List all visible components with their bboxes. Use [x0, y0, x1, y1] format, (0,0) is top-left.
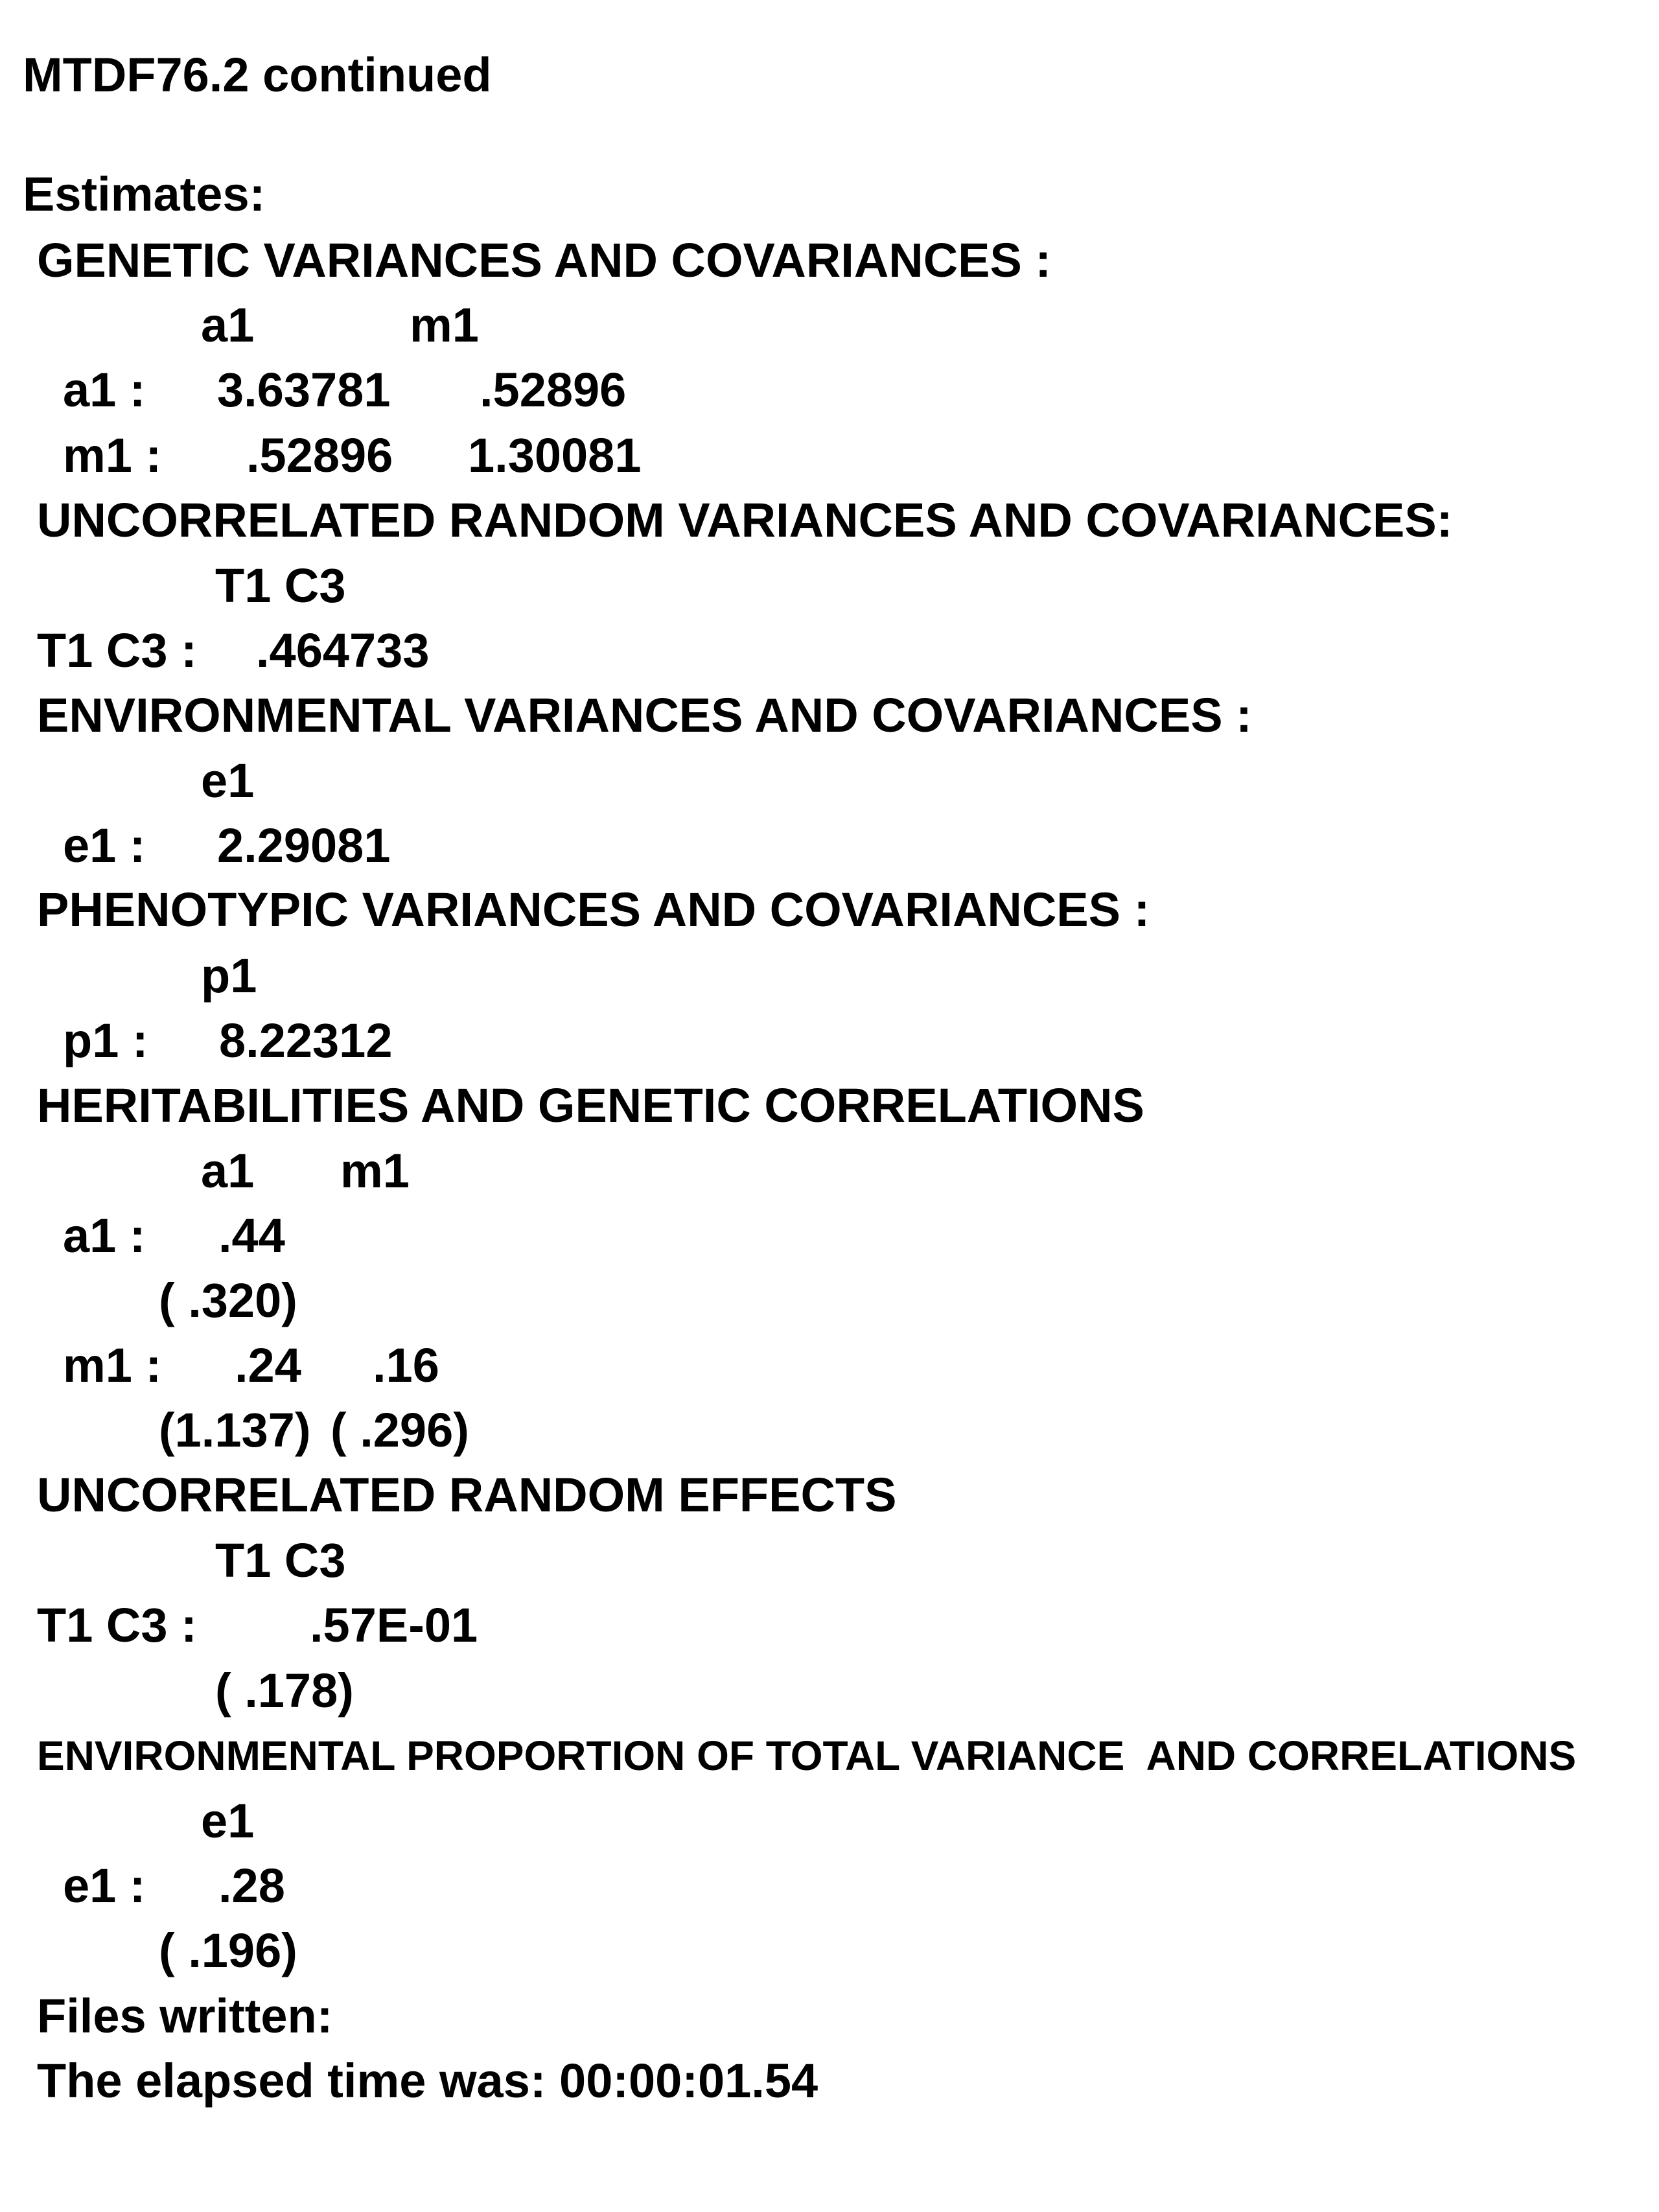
- env-proportion-value: .28: [218, 1859, 285, 1913]
- genetic-m1-a1-value: .52896: [246, 428, 393, 482]
- heritabilities-col-m1: m1: [340, 1144, 410, 1198]
- uncorr-var-row-label: T1 C3 :: [37, 623, 197, 677]
- phenotypic-row-label: p1 :: [63, 1014, 148, 1067]
- page-title: MTDF76.2 continued: [23, 48, 492, 102]
- genetic-a1-m1-value: .52896: [480, 363, 627, 417]
- heritabilities-col-a1: a1: [201, 1144, 255, 1198]
- uncorr-effects-col-t1c3: T1 C3: [215, 1533, 346, 1587]
- environmental-value: 2.29081: [217, 819, 391, 872]
- heritabilities-row-a1-label: a1 :: [63, 1209, 146, 1263]
- uncorr-effects-se: ( .178): [215, 1664, 354, 1717]
- heritabilities-a1-a1-se: ( .320): [159, 1274, 297, 1327]
- uncorr-var-value: .464733: [256, 623, 430, 677]
- genetic-row-a1-label: a1 :: [63, 363, 146, 417]
- genetic-heading: GENETIC VARIANCES AND COVARIANCES :: [37, 233, 1052, 287]
- genetic-col-m1: m1: [410, 298, 479, 352]
- files-written-label: Files written:: [37, 1989, 333, 2043]
- env-proportion-se: ( .196): [159, 1924, 297, 1977]
- heritabilities-row-m1-label: m1 :: [63, 1338, 162, 1392]
- uncorr-var-col-t1c3: T1 C3: [215, 559, 346, 612]
- env-proportion-row-label: e1 :: [63, 1859, 146, 1913]
- heritabilities-m1-a1-se: (1.137): [159, 1403, 311, 1457]
- genetic-m1-m1-value: 1.30081: [468, 428, 642, 482]
- elapsed-time: The elapsed time was: 00:00:01.54: [37, 2054, 818, 2108]
- phenotypic-heading: PHENOTYPIC VARIANCES AND COVARIANCES :: [37, 883, 1150, 937]
- heritabilities-m1-m1-se: ( .296): [331, 1403, 469, 1457]
- heritabilities-a1-a1-value: .44: [218, 1209, 285, 1263]
- environmental-heading: ENVIRONMENTAL VARIANCES AND COVARIANCES :: [37, 688, 1252, 742]
- environmental-row-label: e1 :: [63, 819, 146, 872]
- uncorr-effects-row-label: T1 C3 :: [37, 1598, 197, 1652]
- env-proportion-col-e1: e1: [201, 1794, 255, 1848]
- uncorr-effects-value: .57E-01: [310, 1598, 478, 1652]
- uncorr-effects-heading: UNCORRELATED RANDOM EFFECTS: [37, 1468, 897, 1522]
- phenotypic-value: 8.22312: [219, 1014, 393, 1067]
- env-proportion-heading: ENVIRONMENTAL PROPORTION OF TOTAL VARIANCE AND CORRELATIONS: [37, 1732, 1577, 1779]
- heritabilities-m1-m1-value: .16: [373, 1338, 439, 1392]
- uncorr-var-heading: UNCORRELATED RANDOM VARIANCES AND COVARIANCES:: [37, 493, 1453, 547]
- heritabilities-heading: HERITABILITIES AND GENETIC CORRELATIONS: [37, 1078, 1144, 1132]
- environmental-col-e1: e1: [201, 754, 255, 808]
- genetic-col-a1: a1: [201, 298, 255, 352]
- genetic-a1-a1-value: 3.63781: [217, 363, 391, 417]
- estimates-label: Estimates:: [23, 167, 266, 221]
- phenotypic-col-p1: p1: [201, 949, 257, 1003]
- heritabilities-m1-a1-value: .24: [235, 1338, 301, 1392]
- genetic-row-m1-label: m1 :: [63, 428, 162, 482]
